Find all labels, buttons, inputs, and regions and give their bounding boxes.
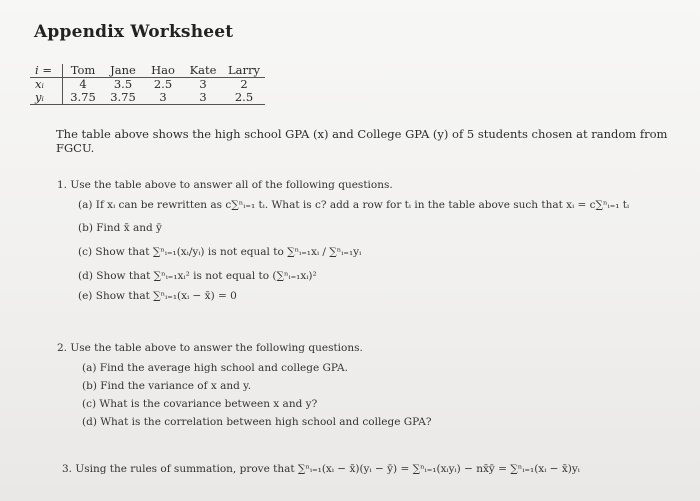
table-row-y <box>30 91 265 105</box>
question-1: 1. Use the table above to answer all of the following questions. <box>57 179 393 191</box>
table-cell: 3 <box>183 91 223 105</box>
table-row-x <box>30 78 265 92</box>
question-1d: (d) Show that ∑ⁿᵢ₌₁xᵢ² is not equal to (∑ⁿᵢ₌₁xᵢ)² <box>78 270 317 282</box>
table-header-cell: Jane <box>103 64 143 78</box>
question-1b: (b) Find x̄ and ȳ <box>78 222 162 234</box>
table-cell: 2 <box>240 77 248 91</box>
question-2: 2. Use the table above to answer the following questions. <box>57 342 363 354</box>
table-cell: 3.75 <box>63 91 104 105</box>
table-header-cell: i = <box>30 64 63 78</box>
table-header-cell: Kate <box>183 64 223 78</box>
table-cell: 3.75 <box>103 91 143 105</box>
question-2b: (b) Find the variance of x and y. <box>82 380 252 392</box>
table-cell: 2.5 <box>223 91 265 105</box>
table-cell: 4 <box>79 77 87 91</box>
row-label: xᵢ <box>30 78 63 92</box>
question-3: 3. Using the rules of summation, prove that ∑ⁿᵢ₌₁(xᵢ − x̄)(yᵢ − ȳ) = ∑ⁿᵢ₌₁(xᵢyᵢ) − nx̄ȳ = ∑ⁿᵢ₌₁(xᵢ − x̄)yᵢ <box>62 463 580 475</box>
table-cell: 2.5 <box>153 77 173 91</box>
table-header-cell: Larry <box>223 64 265 78</box>
table-header-cell: Hao <box>143 64 183 78</box>
table-header-row <box>30 64 265 78</box>
table-cell: 3 <box>143 91 183 105</box>
question-1c: (c) Show that ∑ⁿᵢ₌₁(xᵢ/yᵢ) is not equal to ∑ⁿᵢ₌₁xᵢ / ∑ⁿᵢ₌₁yᵢ <box>78 246 362 258</box>
question-2a: (a) Find the average high school and college GPA. <box>82 362 348 374</box>
page-title: Appendix Worksheet <box>34 22 234 42</box>
question-1a: (a) If xᵢ can be rewritten as c∑ⁿᵢ₌₁ tᵢ. What is c? add a row for tᵢ in the table above such that xᵢ = c∑ⁿᵢ₌₁ tᵢ <box>78 199 630 211</box>
question-2c: (c) What is the covariance between x and y? <box>82 398 318 410</box>
question-1e: (e) Show that ∑ⁿᵢ₌₁(xᵢ − x̄) = 0 <box>78 290 237 302</box>
row-label: yᵢ <box>30 91 63 105</box>
question-2d: (d) What is the correlation between high school and college GPA? <box>82 416 432 428</box>
table-header-cell: Tom <box>63 64 104 78</box>
gpa-table <box>30 64 265 105</box>
table-description: The table above shows the high school GPA (x) and College GPA (y) of 5 students chosen at random from FGCU. <box>56 127 668 155</box>
table-cell: 3 <box>199 77 207 91</box>
table-cell: 3.5 <box>113 77 133 91</box>
